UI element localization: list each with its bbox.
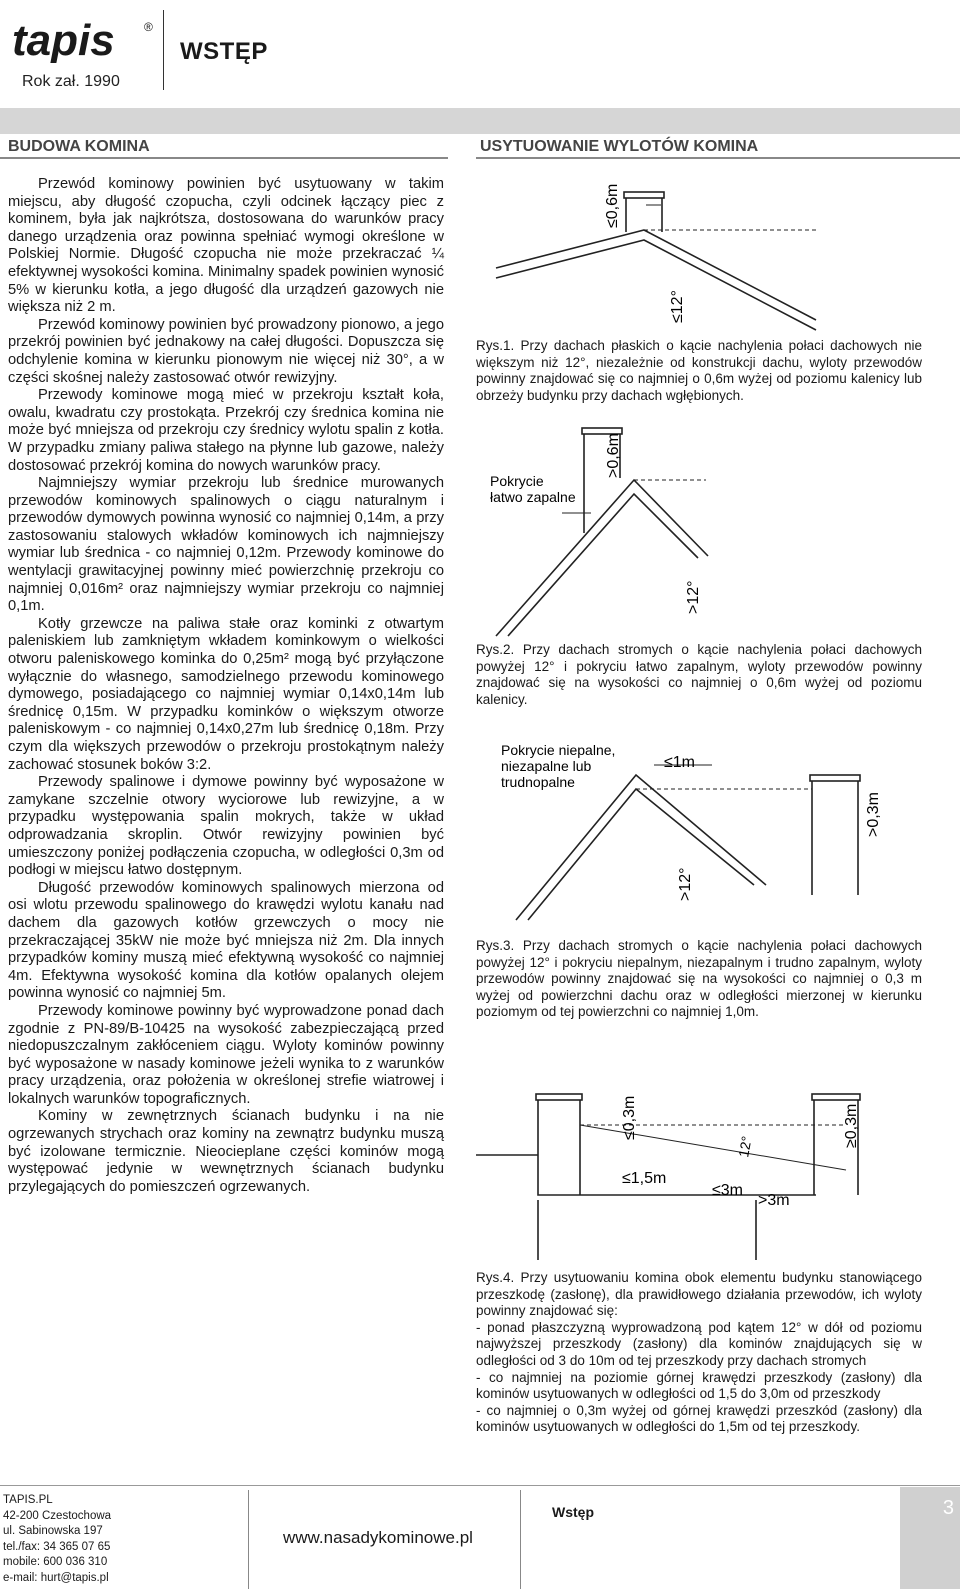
fig1-angle-label: ≤12°: [669, 290, 686, 323]
address-line: tel./fax: 34 365 07 65: [3, 1540, 111, 1553]
paragraph: Przewód kominowy powinien być usytuowany w takim miejscu, aby długość czopucha, czyli odcinek łączący piec z kominem, była jak najkrótsza, dostosowana do warunków pracy danego urządzenia oraz powinna spełniać wymogi określone w Polskiej Normie. Długość czopucha nie może przekraczać ¼ efektywnej wysokości komina. Minimalny spadek powinien wynosić 5% w kierunku kotła, a jego długość dla urządzeń gazowych nie większa niż 2 m.: [8, 176, 444, 316]
fig3-roof-label-2: niezapalne lub: [501, 758, 592, 774]
fig4-distance-3: >3m: [758, 1192, 790, 1209]
page-number: 3: [942, 1497, 954, 1519]
caption-text: Rys.2. Przy dachach stromych o kącie nachylenia połaci dachowych powyżej 12° i pokryciu łatwo zapalnym, wyloty przewodów powinny znajdować się na wysokości co najmniej o 0,6m wyżej od poziomu kalenicy.: [476, 642, 922, 707]
section-heading-left: BUDOWA KOMINA: [8, 138, 150, 155]
figure-2-caption: [476, 642, 922, 708]
figure-4-caption: [476, 1270, 922, 1436]
email-link[interactable]: e-mail: hurt@tapis.pl: [3, 1571, 109, 1584]
address-line: ul. Sabinowska 197: [3, 1525, 103, 1537]
paragraph: Kotły grzewcze na paliwa stałe oraz kominki z otwartym paleniskiem lub zamkniętym wkładem kominkowym o wielkości otworu paleniskowego kominka do 0,25m² mogą być przyłączone wyłącznie do własnego, samodzielnego przewodu kominowego dymowego, posiadającego co najmniej wymiar 0,14x0,14m lub średnicę 0,15m. W przypadku kominków o większym otworze paleniskowym - co najmniej 0,14x0,27m lub średnicę 0,18m. Przy czym dla większych przewodów o przekroju prostokątnym należy zachować stosunek boków 3:2.: [8, 615, 444, 773]
fig3-angle-label: >12°: [677, 867, 694, 901]
fig2-height-label: >0,6m: [605, 433, 622, 478]
established-year: Rok zał. 1990: [22, 73, 120, 90]
address-line: 42-200 Czestochowa: [3, 1509, 112, 1522]
fig4-right-height-label: ≥0,3m: [843, 1103, 860, 1148]
address-line: TAPIS.PL: [3, 1494, 53, 1506]
fig2-roof-label-2: łatwo zapalne: [490, 489, 576, 505]
figure-3-steep-roof-nonflammable: [476, 735, 926, 925]
paragraph: Przewody kominowe powinny być wyprowadzone ponad dach zgodnie z PN-89/B-10425 na wysokość zabezpieczającą przed niedopuszczalnym zakłóceniem ciągu. Wyloty kominów powinny być wyposażone w nasady kominowe jeżeli wynika to z warunków pracy urządzenia, oraz położenia w określonej strefie wiatrowej i lokalnych warunków topograficznych.: [8, 1002, 444, 1107]
fig3-roof-label-1: Pokrycie niepalne,: [501, 742, 616, 758]
body-text: [8, 176, 444, 1196]
caption-text: Rys.3. Przy dachach stromych o kącie nachylenia połaci dachowych powyżej 12° i pokryciu niepalnym, niezapalnym i trudno zapalnym, wyloty przewodów powinny znajdować się na wysokości co najmniej o 0,3 m wyżej od powierzchni dachu oraz w odległości mierzonej w kierunku poziomym od tej powierzchni co najmniej 1,0m.: [476, 938, 922, 1020]
fig2-angle-label: >12°: [685, 580, 702, 614]
header-band: [0, 108, 960, 134]
fig1-height-label: ≤0,6m: [604, 183, 621, 228]
paragraph: Najmniejszy wymiar przekroju lub średnice murowanych przewodów kominowych spalinowych o ciągu naturalnym i przewodów dymowych powinna wynosić co najmniej 0,14m, a przy zastosowaniu stalowych wkładów kominowych ich najmniejszy wymiar lub średnica - co najmniej 0,12m. Przewody kominowe do wentylacji grawitacyjnej powinny mieć powierzchnię przekroju co najmniej 0,016m² oraz najmniejszy wymiar przekroju co najmniej 0,1m.: [8, 475, 444, 615]
footer-separator: [248, 1490, 249, 1589]
fig3-distance-label: ≤1m: [664, 754, 696, 771]
tapis-logo: [10, 15, 160, 63]
caption-text: Rys.4. Przy usytuowaniu komina obok elementu budynku stanowiącego przeszkodę (zasłonę), dla prawidłowego działania przewodów, ich wyloty powinny znajdować się:: [476, 1270, 922, 1319]
heading-underline-left: [0, 157, 448, 159]
heading-underline-right: [476, 157, 960, 159]
footer-divider: [0, 1485, 960, 1486]
section-heading-right: USYTUOWANIE WYLOTÓW KOMINA: [480, 138, 759, 155]
fig2-roof-label-1: Pokrycie: [490, 473, 544, 489]
website-link[interactable]: www.nasadykominowe.pl: [283, 1528, 473, 1547]
fig4-left-height-label: ≤0,3m: [621, 1095, 638, 1140]
figure-4-obstruction: [476, 1040, 926, 1265]
caption-text: Rys.1. Przy dachach płaskich o kącie nachylenia połaci dachowych nie większym niż 12°, niezależnie od konstrukcji dachu, wyloty przewodów powinny znajdować się co najmniej o 0,6m wyżej od poziomu kalenicy lub obrzeży budynku przy dachach wgłębionych.: [476, 338, 922, 403]
registered-mark: ®: [144, 20, 153, 34]
paragraph: Przewody kominowe mogą mieć w przekroju kształt koła, owalu, kwadratu czy prostokąta. Przekrój czy średnica komina nie może być mniejsza od przekroju czy średnicy wylotu spalin z kotła. W przypadku zmiany paliwa stałego na płynne lub gazowe, należy dostosować przekrój komina do nowych warunków pracy.: [8, 387, 444, 474]
footer-section-title: Wstęp: [552, 1504, 594, 1520]
logo-text: tapis: [12, 16, 115, 63]
page-number-box: [900, 1487, 960, 1589]
fig4-distance-1: ≤1,5m: [622, 1170, 667, 1187]
caption-bullet: - ponad płaszczyzną wyprowadzoną pod kątem 12° w dół od poziomu najwyższej przeszkody (zasłony) dla kominów znajdujących się w odległości od 3 do 10m od tej przeszkody przy dachach stromych: [476, 1319, 922, 1368]
figure-1-flat-roof: [476, 170, 926, 340]
paragraph: Przewody spalinowe i dymowe powinny być wyposażone w zamykane szczelnie otwory wyciorowe lub rewizyjne, a w przypadku występowania spalin mokrych, także w układ odprowadzania skroplin. Otwór rewizyjny powinien być umieszczony poniżej podłączenia czopucha, w odległości 0,3m od podłogi w miejscu łatwo dostępnym.: [8, 774, 444, 879]
caption-bullet: - co najmniej o 0,3m wyżej od górnej krawędzi przeszkód (zasłony) dla kominów usytuowanych w odległości do 1,5m od tej przeszkody.: [476, 1402, 922, 1435]
caption-bullet: - co najmniej na poziomie górnej krawędzi przeszkody (zasłony) dla kominów usytuowanych w odległości od 1,5 do 3,0m od przeszkody: [476, 1369, 922, 1402]
fig3-height-label: >0,3m: [865, 792, 882, 837]
footer-separator: [520, 1490, 521, 1589]
paragraph: Przewód kominowy powinien być prowadzony pionowo, a jego przekrój powinien być jednakowy na całej długości. Dopuszcza się odchylenie komina w kierunku pionowym nie więcej niż 30°, a w części skośnej należy zastosować otwór rewizyjny.: [8, 316, 444, 386]
paragraph: Długość przewodów kominowych spalinowych mierzona od osi wlotu przewodu spalinowego do krawędzi wylotu kanału nad dachem dla gazowych kotłów grzewczych o mocy nie przekraczającej 35kW nie może być mniejsza niż 2m. Dla innych przypadków kominy muszą mieć efektywną wysokość co najmniej 4m. Efektywna wysokość komina dla kotłów opalanych olejem powinna wynosić co najmniej 5m.: [8, 879, 444, 1002]
company-address: [3, 1493, 111, 1586]
header-divider: [163, 10, 164, 90]
address-line: mobile: 600 036 310: [3, 1556, 108, 1568]
page-title: WSTĘP: [180, 38, 268, 65]
fig4-angle-label: 12°: [735, 1134, 755, 1159]
figure-2-steep-roof: [476, 418, 926, 640]
paragraph: Kominy w zewnętrznych ścianach budynku i na nie ogrzewanych strychach oraz kominy na zewnątrz budynku muszą być izolowane termicznie. Nieocieplane części kominów mogą występować jedynie w wewnętrznych ścianach budynku przylegających do pomieszczeń ogrzewanych.: [8, 1108, 444, 1195]
figure-1-caption: [476, 338, 922, 404]
fig3-roof-label-3: trudnopalne: [501, 774, 575, 790]
figure-3-caption: [476, 938, 922, 1021]
fig4-distance-2: ≤3m: [712, 1182, 744, 1199]
